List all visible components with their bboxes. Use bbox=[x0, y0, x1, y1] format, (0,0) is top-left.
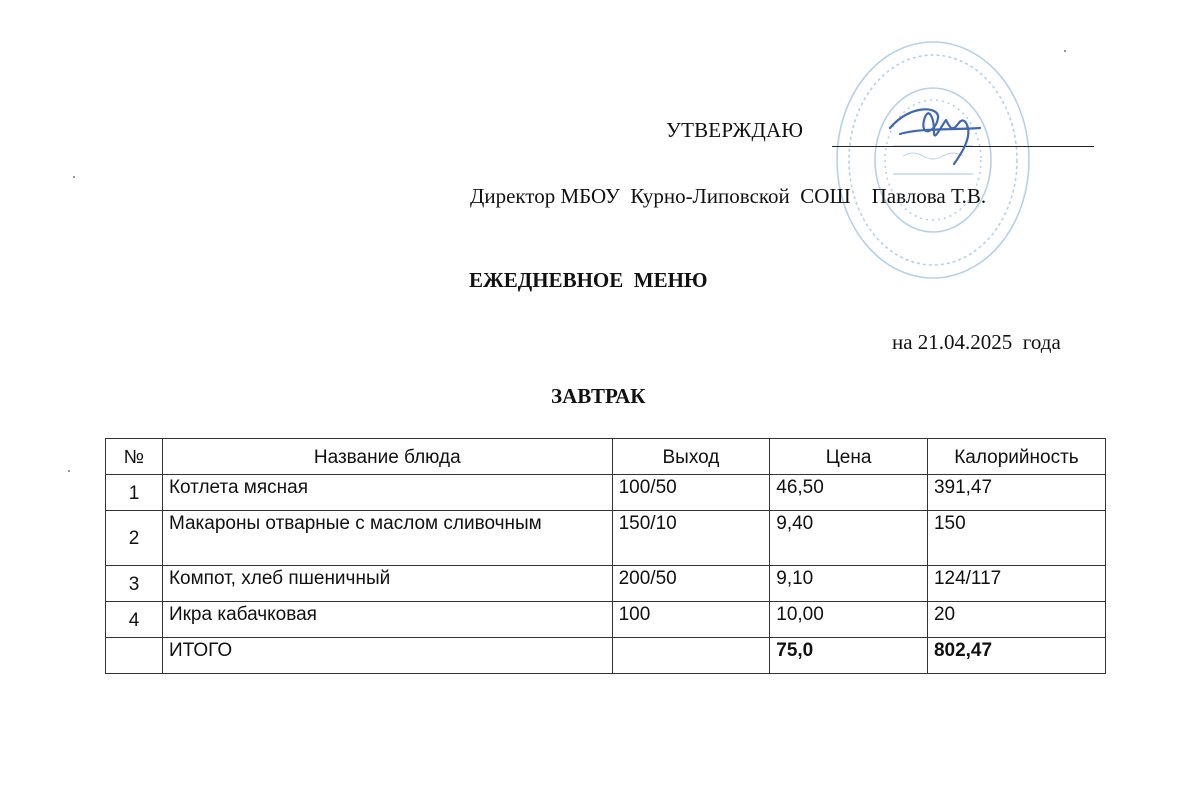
row-price: 46,50 bbox=[770, 475, 928, 511]
row-dish-name: Икра кабачковая bbox=[162, 602, 612, 638]
row-number: 4 bbox=[106, 602, 163, 638]
header-price: Цена bbox=[770, 439, 928, 475]
header-number: № bbox=[106, 439, 163, 475]
menu-table bbox=[105, 438, 1106, 674]
scan-speck bbox=[1064, 50, 1066, 52]
table-row bbox=[106, 602, 1106, 638]
row-price: 9,10 bbox=[770, 566, 928, 602]
row-dish-name: Макароны отварные с маслом сливочным bbox=[162, 511, 612, 566]
header-dish-name: Название блюда bbox=[162, 439, 612, 475]
scan-speck bbox=[73, 176, 75, 178]
table-total-row bbox=[106, 638, 1106, 674]
row-calories: 20 bbox=[927, 602, 1105, 638]
row-price: 10,00 bbox=[770, 602, 928, 638]
director-line: Директор МБОУ Курно-Липовской СОШ Павлова Т.В. bbox=[470, 184, 987, 208]
menu-date: на 21.04.2025 года bbox=[892, 330, 1061, 354]
row-price: 9,40 bbox=[770, 511, 928, 566]
table-row bbox=[106, 566, 1106, 602]
row-output: 100 bbox=[612, 602, 770, 638]
row-calories: 150 bbox=[927, 511, 1105, 566]
approval-label: УТВЕРЖДАЮ bbox=[666, 118, 804, 142]
row-output: 150/10 bbox=[612, 511, 770, 566]
header-calories: Калорийность bbox=[927, 439, 1105, 475]
row-number: 3 bbox=[106, 566, 163, 602]
header-output: Выход bbox=[612, 439, 770, 475]
row-output: 200/50 bbox=[612, 566, 770, 602]
total-number-cell bbox=[106, 638, 163, 674]
meal-heading: ЗАВТРАК bbox=[551, 384, 646, 408]
row-output: 100/50 bbox=[612, 475, 770, 511]
total-calories: 802,47 bbox=[927, 638, 1105, 674]
row-calories: 124/117 bbox=[927, 566, 1105, 602]
row-number: 1 bbox=[106, 475, 163, 511]
table-row bbox=[106, 511, 1106, 566]
scan-speck bbox=[68, 470, 70, 472]
row-calories: 391,47 bbox=[927, 475, 1105, 511]
page-title: ЕЖЕДНЕВНОЕ МЕНЮ bbox=[469, 268, 708, 292]
table-header-row bbox=[106, 439, 1106, 475]
handwritten-signature-icon bbox=[880, 98, 1000, 178]
row-number: 2 bbox=[106, 511, 163, 566]
row-dish-name: Котлета мясная bbox=[162, 475, 612, 511]
table-row bbox=[106, 475, 1106, 511]
total-price: 75,0 bbox=[770, 638, 928, 674]
total-label: ИТОГО bbox=[162, 638, 612, 674]
total-output-cell bbox=[612, 638, 770, 674]
row-dish-name: Компот, хлеб пшеничный bbox=[162, 566, 612, 602]
